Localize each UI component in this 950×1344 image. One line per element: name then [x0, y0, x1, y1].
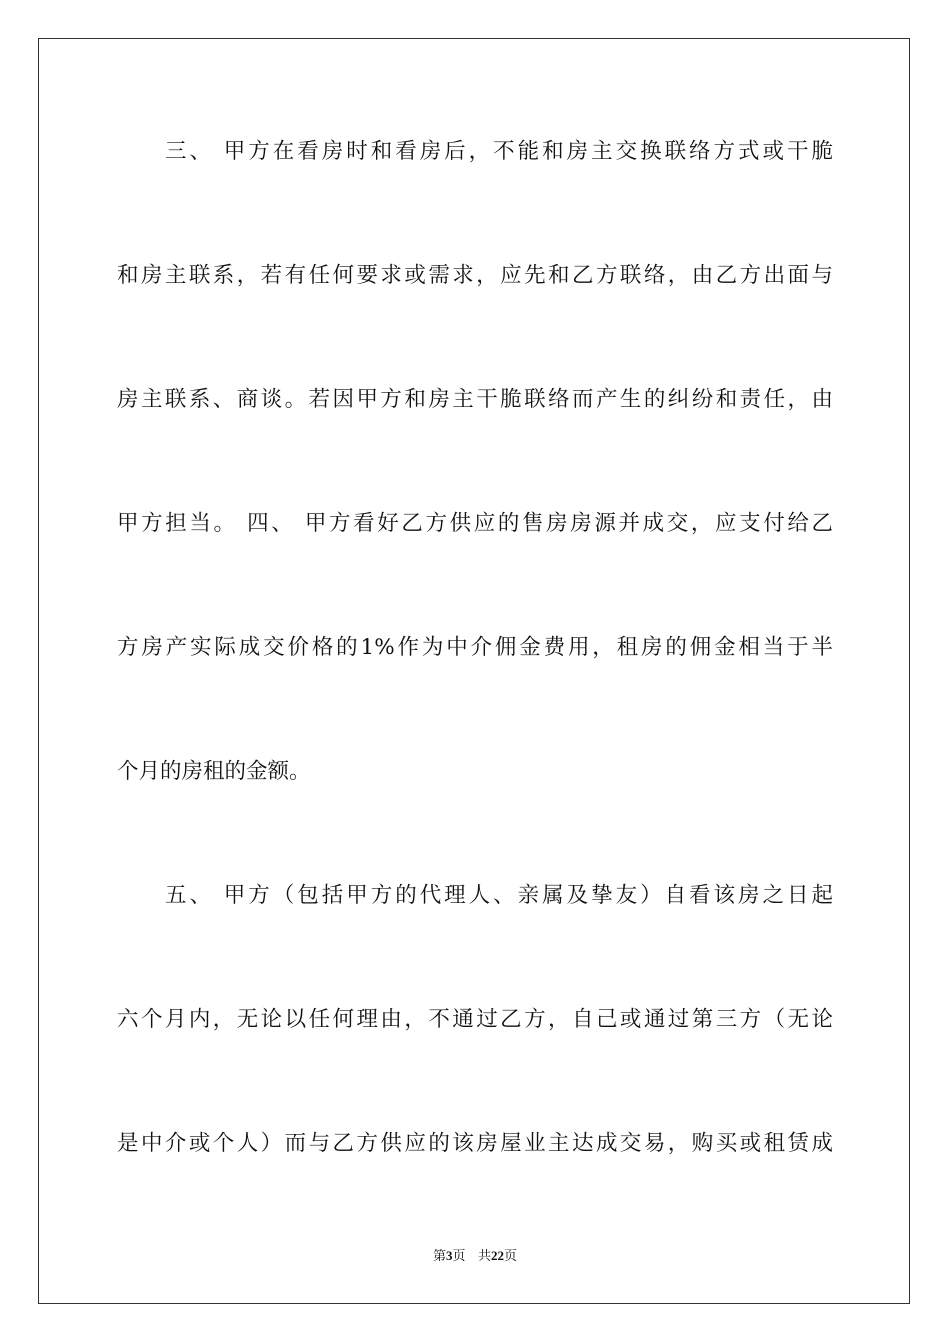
page-number: 3 — [446, 1248, 453, 1263]
text-line: 甲方担当。 四、 甲方看好乙方供应的售房房源并成交，应支付给乙 — [117, 511, 833, 536]
text-line: 方房产实际成交价格的1%作为中介佣金费用，租房的佣金相当于半 — [117, 635, 833, 660]
page-suffix: 页 — [452, 1249, 466, 1264]
text-line: 个月的房租的金额。 — [117, 759, 311, 784]
page-footer — [0, 1248, 950, 1265]
page-border — [38, 38, 910, 1304]
text-line: 五、 甲方（包括甲方的代理人、亲属及挚友）自看该房之日起 — [165, 883, 833, 908]
text-line: 房主联系、商谈。若因甲方和房主干脆联络而产生的纠纷和责任，由 — [117, 387, 833, 412]
text-line: 是中介或个人）而与乙方供应的该房屋业主达成交易，购买或租赁成 — [117, 1131, 833, 1156]
text-line: 和房主联系，若有任何要求或需求，应先和乙方联络，由乙方出面与 — [117, 263, 833, 288]
total-prefix: 共 — [477, 1249, 491, 1264]
text-line: 六个月内，无论以任何理由，不通过乙方，自己或通过第三方（无论 — [117, 1007, 833, 1032]
page-prefix: 第 — [433, 1249, 447, 1264]
total-suffix: 页 — [503, 1249, 517, 1264]
total-pages: 22 — [490, 1248, 504, 1263]
text-line: 三、 甲方在看房时和看房后，不能和房主交换联络方式或干脆 — [165, 139, 833, 164]
